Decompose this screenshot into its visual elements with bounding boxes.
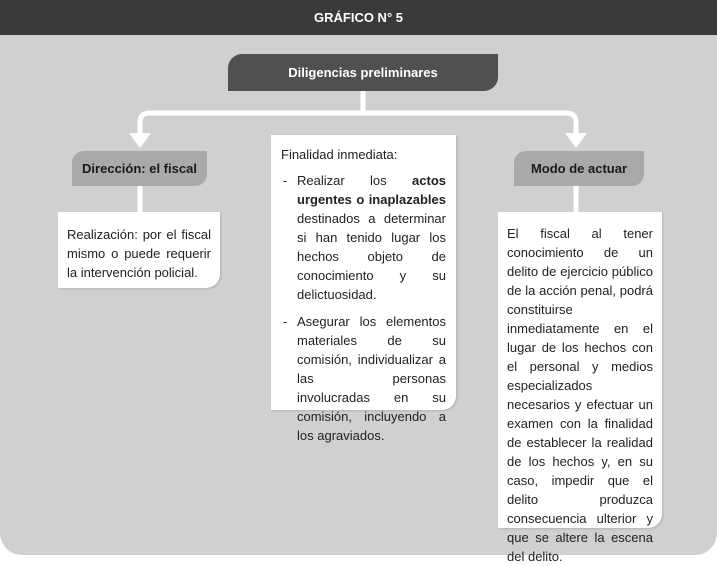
center-card — [271, 135, 456, 443]
right-text: El fiscal al tener conocimiento de un delito de ejercicio público de la acción penal, podrá constituirse inmediatamente en el lugar de los hechos con el personal y medios especializados necesarios y efectuar un examen con la finalidad de establecer la realidad de los hechos y, en su caso, impedir que el delito produzca consecuencia ulterior y que se altere la escena del delito. — [507, 226, 653, 564]
branch-line — [140, 113, 576, 135]
center-item-1-text-a: Realizar los — [297, 173, 413, 188]
right-arrow-head — [565, 133, 587, 148]
right-card — [498, 212, 662, 564]
left-card — [58, 212, 220, 288]
center-list-item — [281, 171, 446, 304]
center-title: Finalidad inmediata: — [281, 147, 398, 162]
left-label: Dirección: el fiscal — [82, 161, 197, 176]
center-item-1-text-b: destinados a determinar si han tenido lugar los hechos objeto de conocimiento y su delictuosidad. — [297, 211, 446, 302]
center-list — [281, 171, 446, 445]
root-label: Diligencias preliminares — [288, 65, 438, 80]
center-list-item — [281, 312, 446, 445]
right-label: Modo de actuar — [530, 161, 628, 176]
root-node — [228, 54, 498, 91]
center-item-1-bold: actos urgentes o inaplazables — [297, 173, 446, 207]
center-item-2-text: Asegurar los elementos materiales de su comisión, individualizar a las personas involucradas en su comisión, incluyendo a los agraviados. — [297, 314, 446, 443]
chart-title: GRÁFICO N° 5 — [314, 10, 403, 25]
left-arrow-head — [129, 133, 151, 148]
left-text: Realización: por el fiscal mismo o puede requerir la intervención policial. — [67, 227, 211, 280]
right-label-node — [514, 151, 644, 186]
left-label-node — [72, 151, 207, 186]
